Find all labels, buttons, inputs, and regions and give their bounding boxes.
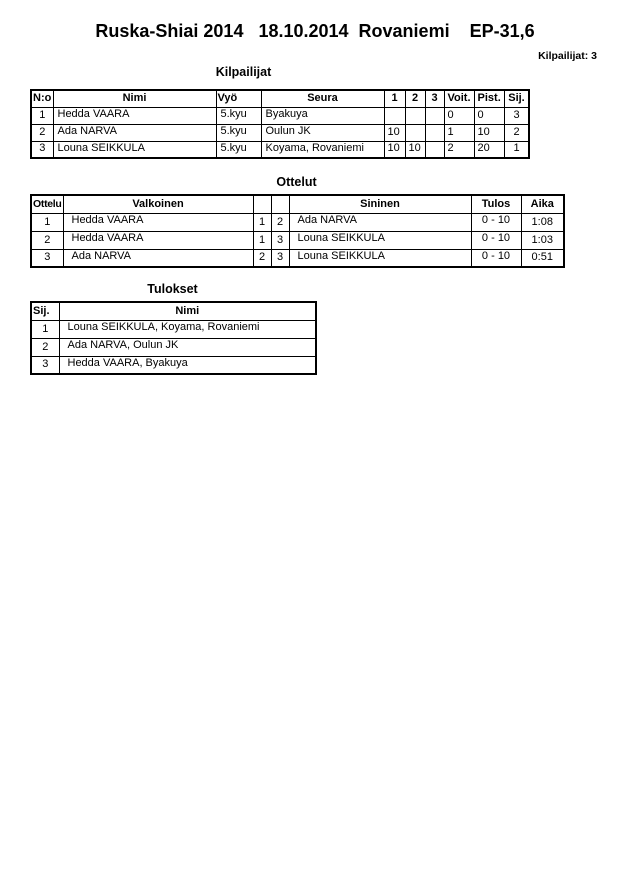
- cell-sij: 2: [504, 124, 529, 141]
- tulokset-col-nimi: Nimi: [59, 302, 316, 320]
- kilpailijat-row: [31, 107, 529, 124]
- ottelut-col-ottelu: Ottelu: [31, 195, 63, 213]
- kilpailijat-col-sij: Sij.: [504, 90, 529, 107]
- cell-round-3: [425, 107, 444, 124]
- tulokset-heading: Tulokset: [147, 282, 198, 296]
- cell-pist: 0: [474, 107, 504, 124]
- ottelut-col-sininen: Sininen: [289, 195, 471, 213]
- kilpailijat-col-round-2: 2: [405, 90, 425, 107]
- cell-aika: 1:03: [521, 231, 564, 249]
- cell-seura: Koyama, Rovaniemi: [261, 141, 384, 158]
- cell-match-no: 2: [31, 231, 63, 249]
- cell-nimi: Ada NARVA: [53, 124, 216, 141]
- ottelut-row: [31, 213, 564, 231]
- cell-round-2: [405, 107, 425, 124]
- tulokset-row: [31, 320, 316, 338]
- ottelut-col-aika: Aika: [521, 195, 564, 213]
- tulokset-row: [31, 338, 316, 356]
- cell-nimi: Hedda VAARA: [53, 107, 216, 124]
- cell-sininen: Louna SEIKKULA: [289, 249, 471, 267]
- cell-sininen: Ada NARVA: [289, 213, 471, 231]
- kilpailijat-row: [31, 124, 529, 141]
- cell-sij: 1: [504, 141, 529, 158]
- cell-valkoinen: Hedda VAARA: [63, 213, 253, 231]
- ottelut-table: [30, 194, 565, 268]
- tulokset-col-sij: Sij.: [31, 302, 59, 320]
- cell-round-3: [425, 141, 444, 158]
- page-title: Ruska-Shiai 2014 18.10.2014 Rovaniemi EP-31,6: [95, 21, 535, 41]
- cell-no: 1: [31, 107, 53, 124]
- ottelut-row: [31, 249, 564, 267]
- cell-pist: 10: [474, 124, 504, 141]
- cell-sij: 3: [31, 356, 59, 374]
- cell-tulos: 0 - 10: [471, 231, 521, 249]
- cell-match-no: 3: [31, 249, 63, 267]
- cell-white-no: 1: [253, 231, 271, 249]
- cell-pist: 20: [474, 141, 504, 158]
- ottelut-col-white-no: [253, 195, 271, 213]
- cell-blue-no: 3: [271, 231, 289, 249]
- kilpailijat-heading: Kilpailijat: [215, 65, 272, 79]
- cell-round-1: [384, 107, 405, 124]
- ottelut-col-tulos: Tulos: [471, 195, 521, 213]
- cell-vyo: 5.kyu: [216, 107, 261, 124]
- kilpailijat-col-nimi: Nimi: [53, 90, 216, 107]
- kilpailijat-col-voit: Voit.: [444, 90, 474, 107]
- kilpailijat-col-pist: Pist.: [474, 90, 504, 107]
- cell-voit: 2: [444, 141, 474, 158]
- cell-voit: 0: [444, 107, 474, 124]
- cell-white-no: 2: [253, 249, 271, 267]
- competitor-count-label: Kilpailijat: 3: [538, 50, 597, 62]
- kilpailijat-row: [31, 141, 529, 158]
- cell-no: 2: [31, 124, 53, 141]
- cell-nimi: Ada NARVA, Oulun JK: [59, 338, 316, 356]
- tulokset-table: [30, 301, 317, 375]
- cell-sij: 1: [31, 320, 59, 338]
- cell-aika: 1:08: [521, 213, 564, 231]
- ottelut-col-valkoinen: Valkoinen: [63, 195, 253, 213]
- cell-tulos: 0 - 10: [471, 249, 521, 267]
- cell-sij: 3: [504, 107, 529, 124]
- kilpailijat-col-round-3: 3: [425, 90, 444, 107]
- kilpailijat-col-round-1: 1: [384, 90, 405, 107]
- cell-white-no: 1: [253, 213, 271, 231]
- cell-nimi: Louna SEIKKULA: [53, 141, 216, 158]
- kilpailijat-col-seura: Seura: [261, 90, 384, 107]
- cell-seura: Byakuya: [261, 107, 384, 124]
- cell-match-no: 1: [31, 213, 63, 231]
- cell-round-1: 10: [384, 124, 405, 141]
- cell-tulos: 0 - 10: [471, 213, 521, 231]
- ottelut-header-row: [31, 195, 564, 213]
- cell-vyo: 5.kyu: [216, 124, 261, 141]
- kilpailijat-header-row: [31, 90, 529, 107]
- tulokset-row: [31, 356, 316, 374]
- cell-voit: 1: [444, 124, 474, 141]
- cell-blue-no: 3: [271, 249, 289, 267]
- cell-blue-no: 2: [271, 213, 289, 231]
- cell-vyo: 5.kyu: [216, 141, 261, 158]
- cell-sij: 2: [31, 338, 59, 356]
- cell-valkoinen: Hedda VAARA: [63, 231, 253, 249]
- tulokset-header-row: [31, 302, 316, 320]
- kilpailijat-col-no: N:o: [31, 90, 53, 107]
- cell-round-2: [405, 124, 425, 141]
- cell-valkoinen: Ada NARVA: [63, 249, 253, 267]
- kilpailijat-table: [30, 89, 530, 159]
- cell-round-2: 10: [405, 141, 425, 158]
- cell-round-1: 10: [384, 141, 405, 158]
- ottelut-row: [31, 231, 564, 249]
- cell-aika: 0:51: [521, 249, 564, 267]
- cell-nimi: Louna SEIKKULA, Koyama, Rovaniemi: [59, 320, 316, 338]
- cell-no: 3: [31, 141, 53, 158]
- cell-nimi: Hedda VAARA, Byakuya: [59, 356, 316, 374]
- cell-round-3: [425, 124, 444, 141]
- kilpailijat-col-vyo: Vyö: [216, 90, 261, 107]
- cell-sininen: Louna SEIKKULA: [289, 231, 471, 249]
- ottelut-col-blue-no: [271, 195, 289, 213]
- cell-seura: Oulun JK: [261, 124, 384, 141]
- ottelut-heading: Ottelut: [276, 175, 317, 189]
